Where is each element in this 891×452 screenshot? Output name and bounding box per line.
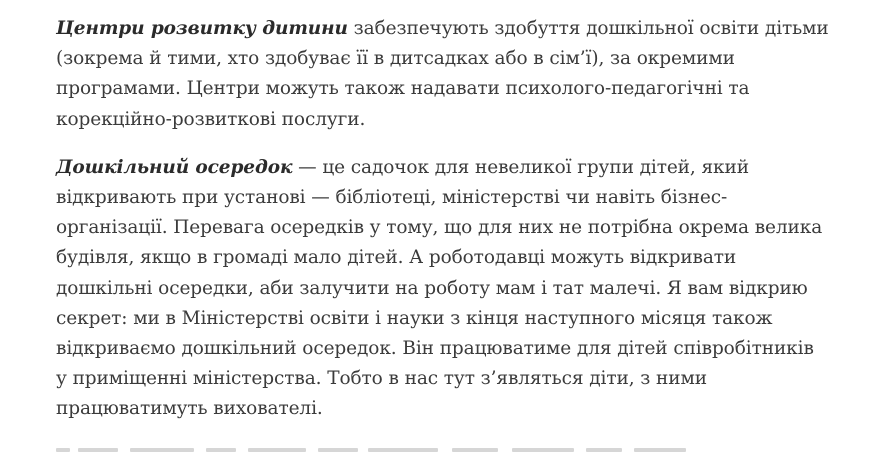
paragraph-line: відкривають при установі — бібліотеці, міністерстві чи навіть бізнес- — [56, 187, 728, 209]
paragraph-line: програмами. Центри можуть також надавати психолого-педагогічні та — [56, 78, 750, 100]
paragraph-line: відкриваємо дошкільний осередок. Він працюватиме для дітей співробітників — [56, 338, 814, 360]
paragraph-line: корекційно-розвиткові послуги. — [56, 108, 366, 130]
article-body — [56, 14, 856, 443]
paragraph-line: секрет: ми в Міністерстві освіти і науки з кінця наступного місяця також — [56, 307, 773, 329]
next-paragraph-cut-off — [56, 442, 836, 452]
paragraph-preschool-hub — [56, 153, 856, 425]
paragraph-line: будівля, якщо в громаді мало дітей. А роботодавці можуть відкривати — [56, 247, 737, 269]
term-child-development-centers: Центри розвитку дитини — [56, 18, 348, 39]
paragraph-line: (зокрема й тими, хто здобуває її в дитсадках або в сім’ї), за окремими — [56, 48, 735, 70]
paragraph-line: працюватимуть вихователі. — [56, 398, 323, 420]
paragraph-child-development-centers — [56, 14, 856, 135]
paragraph-text: — це садочок для невеликої групи дітей, який — [292, 156, 749, 178]
paragraph-line — [56, 153, 856, 183]
paragraph-line: дошкільні осередки, аби залучити на роботу мам і тат малечі. Я вам відкрию — [56, 277, 808, 299]
paragraph-line: організації. Перевага осередків у тому, що для них не потрібна окрема велика — [56, 217, 823, 239]
paragraph-line: у приміщенні міністерства. Тобто в нас тут з’являться діти, з ними — [56, 368, 708, 390]
term-preschool-hub: Дошкільний осередок — [56, 156, 293, 178]
paragraph-text: забезпечують здобуття дошкільної освіти дітьми — [347, 18, 829, 39]
paragraph-line — [56, 14, 856, 44]
